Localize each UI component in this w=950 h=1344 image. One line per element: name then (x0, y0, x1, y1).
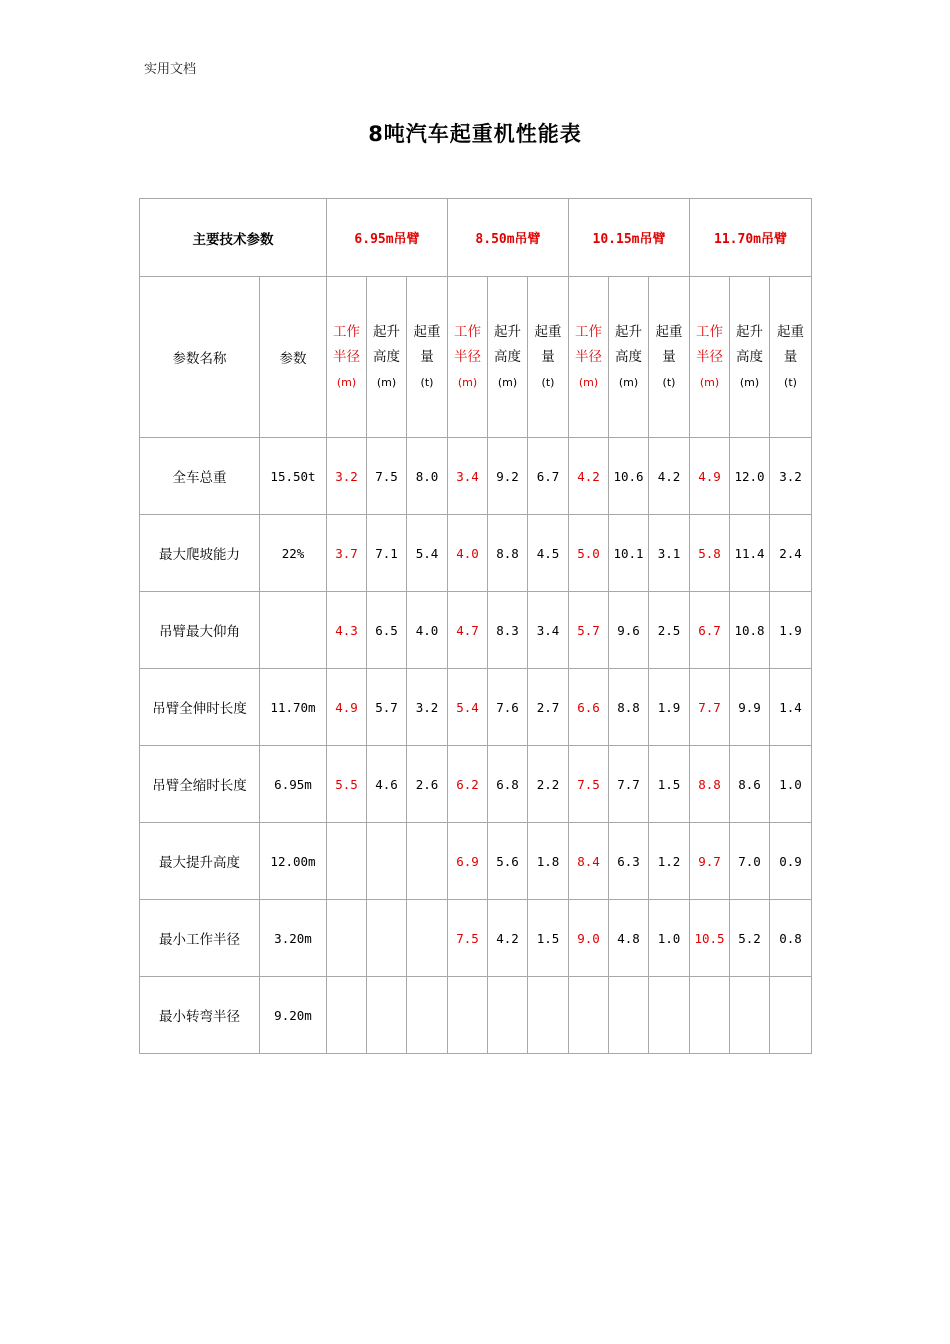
lift-capacity-cell (407, 977, 448, 1054)
lift-capacity-cell: 3.1 (649, 515, 690, 592)
lift-capacity-cell: 3.2 (407, 669, 448, 746)
working-radius-cell: 5.7 (569, 592, 609, 669)
param-value-cell (260, 592, 327, 669)
working-radius-cell: 7.5 (569, 746, 609, 823)
lift-height-cell: 9.2 (488, 438, 528, 515)
lift-capacity-cell: 2.6 (407, 746, 448, 823)
subheader-line: 起重 (413, 323, 441, 340)
subheader-line: 量 (420, 348, 434, 365)
param-name-cell: 全车总重 (140, 438, 260, 515)
subheader-line: 量 (662, 348, 676, 365)
working-radius-cell: 9.0 (569, 900, 609, 977)
lift-capacity-cell: 0.9 (770, 823, 812, 900)
working-radius-cell: 6.7 (690, 592, 730, 669)
boom-group-header: 10.15m吊臂 (569, 199, 690, 277)
table-row (140, 592, 812, 669)
lift-height-cell: 7.0 (730, 823, 770, 900)
lift-height-cell: 8.8 (609, 669, 649, 746)
table-row (140, 977, 812, 1054)
lift-height-cell: 8.3 (488, 592, 528, 669)
working-radius-cell: 8.8 (690, 746, 730, 823)
working-radius-header (569, 277, 609, 438)
lift-capacity-cell: 5.4 (407, 515, 448, 592)
working-radius-cell: 6.2 (448, 746, 488, 823)
subheader-unit: (t) (784, 375, 797, 389)
subheader-line: 高度 (736, 348, 763, 365)
lift-capacity-header (528, 277, 569, 438)
working-radius-cell: 3.7 (327, 515, 367, 592)
subheader-unit: (t) (420, 375, 434, 389)
lift-capacity-cell: 1.5 (528, 900, 569, 977)
lift-capacity-cell: 2.5 (649, 592, 690, 669)
lift-capacity-header (649, 277, 690, 438)
subheader-line: 工作 (575, 323, 602, 340)
subheader-line: 起升 (615, 323, 642, 340)
lift-height-cell: 4.2 (488, 900, 528, 977)
lift-height-cell: 7.6 (488, 669, 528, 746)
lift-height-cell: 6.3 (609, 823, 649, 900)
working-radius-cell: 4.2 (569, 438, 609, 515)
subheader-line: 起重 (534, 323, 562, 340)
lift-height-cell: 12.0 (730, 438, 770, 515)
working-radius-cell (327, 977, 367, 1054)
working-radius-cell: 4.9 (690, 438, 730, 515)
subheader-line: 起升 (373, 323, 400, 340)
lift-capacity-cell: 1.9 (649, 669, 690, 746)
lift-capacity-cell (528, 977, 569, 1054)
lift-height-cell: 8.6 (730, 746, 770, 823)
param-name-cell: 最小转弯半径 (140, 977, 260, 1054)
boom-group-header: 6.95m吊臂 (327, 199, 448, 277)
lift-capacity-cell: 2.2 (528, 746, 569, 823)
lift-height-cell (367, 900, 407, 977)
working-radius-cell: 7.5 (448, 900, 488, 977)
lift-capacity-cell: 1.0 (649, 900, 690, 977)
param-value-cell: 12.00m (260, 823, 327, 900)
lift-height-cell: 9.9 (730, 669, 770, 746)
lift-height-header (488, 277, 528, 438)
lift-height-cell: 10.1 (609, 515, 649, 592)
table-row (140, 900, 812, 977)
header-label: 实用文档 (144, 62, 197, 77)
subheader-line: 高度 (494, 348, 521, 365)
lift-height-cell (367, 823, 407, 900)
param-name-header: 参数名称 (140, 277, 260, 438)
subheader-line: 量 (783, 348, 798, 365)
lift-height-cell (367, 977, 407, 1054)
param-value-cell: 11.70m (260, 669, 327, 746)
table-row (140, 669, 812, 746)
working-radius-cell (569, 977, 609, 1054)
page-title: 8吨汽车起重机性能表 (368, 122, 582, 146)
lift-height-cell: 5.7 (367, 669, 407, 746)
working-radius-cell: 3.2 (327, 438, 367, 515)
performance-table (139, 198, 812, 1054)
param-name-cell: 吊臂全缩时长度 (140, 746, 260, 823)
table-subheader-row (140, 277, 812, 438)
table-row (140, 438, 812, 515)
subheader-line: 起升 (494, 323, 521, 340)
lift-capacity-header (407, 277, 448, 438)
lift-height-cell: 9.6 (609, 592, 649, 669)
subheader-unit: (m) (457, 375, 478, 389)
working-radius-cell (448, 977, 488, 1054)
lift-height-cell: 11.4 (730, 515, 770, 592)
subheader-unit: (m) (618, 375, 639, 389)
param-name-cell: 最大爬坡能力 (140, 515, 260, 592)
working-radius-cell: 4.9 (327, 669, 367, 746)
subheader-line: 工作 (454, 323, 481, 340)
working-radius-cell: 6.9 (448, 823, 488, 900)
working-radius-cell: 4.0 (448, 515, 488, 592)
param-value-header: 参数 (260, 277, 327, 438)
working-radius-header (690, 277, 730, 438)
param-name-cell: 吊臂全伸时长度 (140, 669, 260, 746)
lift-height-cell: 4.6 (367, 746, 407, 823)
lift-capacity-cell: 1.4 (770, 669, 812, 746)
subheader-line: 半径 (575, 348, 602, 365)
lift-capacity-cell: 1.8 (528, 823, 569, 900)
lift-capacity-header (770, 277, 812, 438)
lift-height-cell: 6.8 (488, 746, 528, 823)
lift-capacity-cell: 2.4 (770, 515, 812, 592)
lift-capacity-cell: 4.0 (407, 592, 448, 669)
lift-height-cell: 7.5 (367, 438, 407, 515)
param-value-cell: 9.20m (260, 977, 327, 1054)
param-value-cell: 3.20m (260, 900, 327, 977)
lift-capacity-cell (407, 823, 448, 900)
subheader-line: 量 (541, 348, 555, 365)
subheader-unit: (m) (739, 375, 760, 389)
working-radius-cell: 4.7 (448, 592, 488, 669)
working-radius-cell: 8.4 (569, 823, 609, 900)
table-row (140, 515, 812, 592)
lift-capacity-cell: 1.9 (770, 592, 812, 669)
working-radius-cell: 5.0 (569, 515, 609, 592)
subheader-unit: (m) (578, 375, 599, 389)
working-radius-cell: 5.5 (327, 746, 367, 823)
working-radius-cell (690, 977, 730, 1054)
subheader-unit: (t) (662, 375, 676, 389)
lift-capacity-cell: 1.2 (649, 823, 690, 900)
lift-capacity-cell: 8.0 (407, 438, 448, 515)
subheader-line: 高度 (615, 348, 642, 365)
param-value-cell: 6.95m (260, 746, 327, 823)
lift-height-cell: 4.8 (609, 900, 649, 977)
lift-height-cell (609, 977, 649, 1054)
lift-capacity-cell (770, 977, 812, 1054)
lift-capacity-cell: 0.8 (770, 900, 812, 977)
subheader-line: 半径 (696, 348, 723, 365)
lift-height-cell: 7.7 (609, 746, 649, 823)
subheader-line: 半径 (333, 348, 360, 365)
working-radius-header (448, 277, 488, 438)
table-row (140, 746, 812, 823)
lift-height-header (730, 277, 770, 438)
lift-capacity-cell: 4.2 (649, 438, 690, 515)
working-radius-cell: 7.7 (690, 669, 730, 746)
working-radius-cell (327, 823, 367, 900)
lift-capacity-cell: 4.5 (528, 515, 569, 592)
working-radius-cell: 10.5 (690, 900, 730, 977)
boom-group-header: 11.70m吊臂 (690, 199, 812, 277)
lift-height-header (609, 277, 649, 438)
working-radius-header (327, 277, 367, 438)
subheader-line: 起重 (777, 323, 804, 340)
main-params-header: 主要技术参数 (140, 199, 327, 277)
subheader-line: 高度 (373, 348, 400, 365)
subheader-unit: (m) (336, 375, 357, 389)
lift-height-cell: 8.8 (488, 515, 528, 592)
lift-capacity-cell (649, 977, 690, 1054)
lift-height-cell: 6.5 (367, 592, 407, 669)
lift-height-cell (488, 977, 528, 1054)
lift-capacity-cell: 3.2 (770, 438, 812, 515)
lift-height-cell: 5.6 (488, 823, 528, 900)
lift-capacity-cell: 6.7 (528, 438, 569, 515)
param-value-cell: 15.50t (260, 438, 327, 515)
param-name-cell: 最大提升高度 (140, 823, 260, 900)
lift-capacity-cell: 2.7 (528, 669, 569, 746)
subheader-unit: (m) (376, 375, 397, 389)
param-value-cell: 22% (260, 515, 327, 592)
working-radius-cell: 9.7 (690, 823, 730, 900)
working-radius-cell: 4.3 (327, 592, 367, 669)
working-radius-cell: 5.4 (448, 669, 488, 746)
subheader-unit: (m) (699, 375, 720, 389)
working-radius-cell (327, 900, 367, 977)
subheader-line: 起升 (736, 323, 763, 340)
lift-height-header (367, 277, 407, 438)
param-name-cell: 最小工作半径 (140, 900, 260, 977)
lift-capacity-cell (407, 900, 448, 977)
lift-capacity-cell: 1.5 (649, 746, 690, 823)
subheader-line: 起重 (655, 323, 683, 340)
working-radius-cell: 3.4 (448, 438, 488, 515)
table-row (140, 823, 812, 900)
lift-height-cell: 10.6 (609, 438, 649, 515)
table-header-row (140, 199, 812, 277)
subheader-line: 工作 (333, 323, 360, 340)
subheader-line: 半径 (454, 348, 481, 365)
lift-capacity-cell: 3.4 (528, 592, 569, 669)
lift-height-cell: 7.1 (367, 515, 407, 592)
param-name-cell: 吊臂最大仰角 (140, 592, 260, 669)
working-radius-cell: 5.8 (690, 515, 730, 592)
working-radius-cell: 6.6 (569, 669, 609, 746)
subheader-line: 工作 (696, 323, 723, 340)
boom-group-header: 8.50m吊臂 (448, 199, 569, 277)
lift-height-cell: 10.8 (730, 592, 770, 669)
lift-height-cell: 5.2 (730, 900, 770, 977)
subheader-unit: (t) (541, 375, 555, 389)
subheader-unit: (m) (497, 375, 518, 389)
lift-capacity-cell: 1.0 (770, 746, 812, 823)
lift-height-cell (730, 977, 770, 1054)
